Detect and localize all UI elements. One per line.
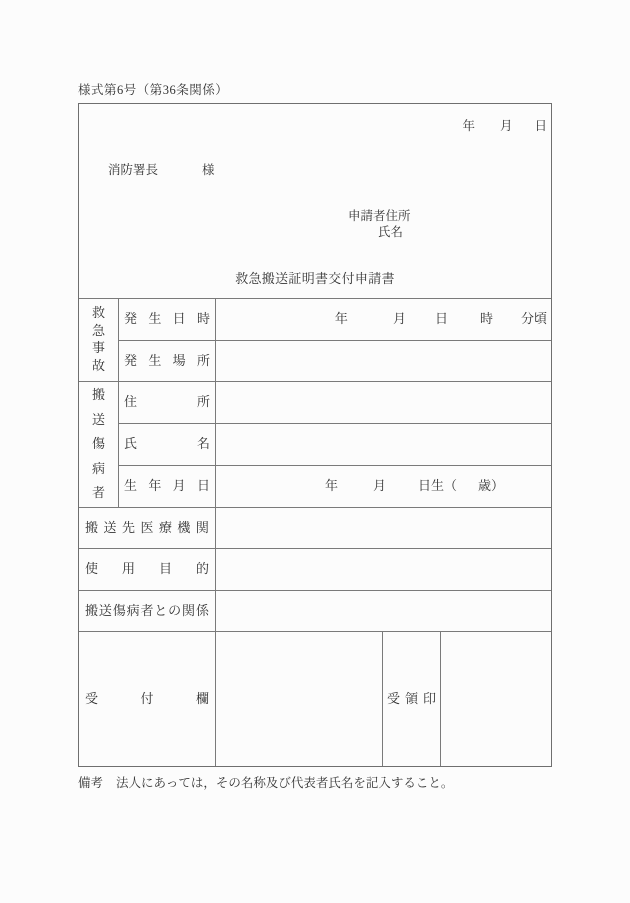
odt-day-label: 日 [434,311,448,327]
relation-label: 搬 送 傷 病 者 と の 関 係 [85,602,209,618]
addressee-label: 消防署長 [108,163,159,177]
reception-label-cell [79,632,216,766]
honorific-label: 様 [202,163,215,177]
remarks-label: 備考 [78,776,104,790]
occurrence-place-value-cell [216,341,551,382]
hospital-label-cell [79,508,216,549]
date-month-label: 月 [499,119,513,133]
form-title: 救急搬送証明書交付申請書 [235,271,395,286]
birthdate-label: 生 年 月 日 [124,478,210,494]
relation-value-cell [216,591,551,632]
occurrence-place-label-cell [119,341,216,382]
patient-name-label: 氏 名 [124,436,210,452]
odt-year-label: 年 [334,311,348,327]
relation-label-cell [79,591,216,632]
date-year-label: 年 [462,119,475,133]
birth-age-label: 歳） [478,478,505,494]
purpose-label: 使 用 目 的 [85,561,209,577]
patient-name-value-cell [216,424,551,466]
reception-memo-cell [216,632,383,766]
application-form [78,103,552,767]
patient-address-label-cell [119,382,216,424]
form-code-label: 様式第6号（第36条関係） [78,83,229,97]
group-accident-label: 救 急 事 故 [91,305,105,374]
odt-minute-label: 分頃 [520,311,547,327]
patient-address-value-cell [216,382,551,424]
applicant-block [348,208,411,240]
birthdate-value-cell [216,466,551,508]
patient-name-label-cell [119,424,216,466]
remarks-note [78,775,453,791]
birthdate-label-cell [119,466,216,508]
receipt-stamp-area-cell [441,632,551,766]
remarks-text: 法人にあっては，その名称及び代表者氏名を記入すること。 [116,776,454,790]
date-line [462,118,547,134]
birth-day-born-label: 日生（ [418,478,458,494]
birth-month-label: 月 [373,478,387,494]
occurrence-datetime-value-cell [216,299,551,341]
occurrence-place-label: 発 生 場 所 [124,352,210,368]
reception-label: 受 付 欄 [85,690,209,706]
patient-address-label: 住 所 [124,394,210,410]
date-day-label: 日 [534,119,547,133]
applicant-address-label: 申請者住所 [348,209,411,223]
purpose-value-cell [216,549,551,591]
occurrence-datetime-label-cell [119,299,216,341]
receipt-stamp-label: 受 領 印 [387,690,436,706]
addressee-line [108,162,215,178]
purpose-label-cell [79,549,216,591]
form-table [79,298,551,766]
group-patient-label: 搬 送 傷 病 者 [91,387,105,501]
odt-hour-label: 時 [479,311,493,327]
group-patient-cell [79,382,119,508]
occurrence-datetime-label: 発 生 日 時 [124,311,210,327]
applicant-name-label: 氏名 [378,225,404,239]
hospital-value-cell [216,508,551,549]
hospital-label: 搬 送 先 医 療 機 関 [85,519,209,535]
birth-year-label: 年 [325,478,339,494]
receipt-stamp-label-cell [383,632,441,766]
odt-month-label: 月 [392,311,406,327]
group-accident-cell [79,299,119,382]
